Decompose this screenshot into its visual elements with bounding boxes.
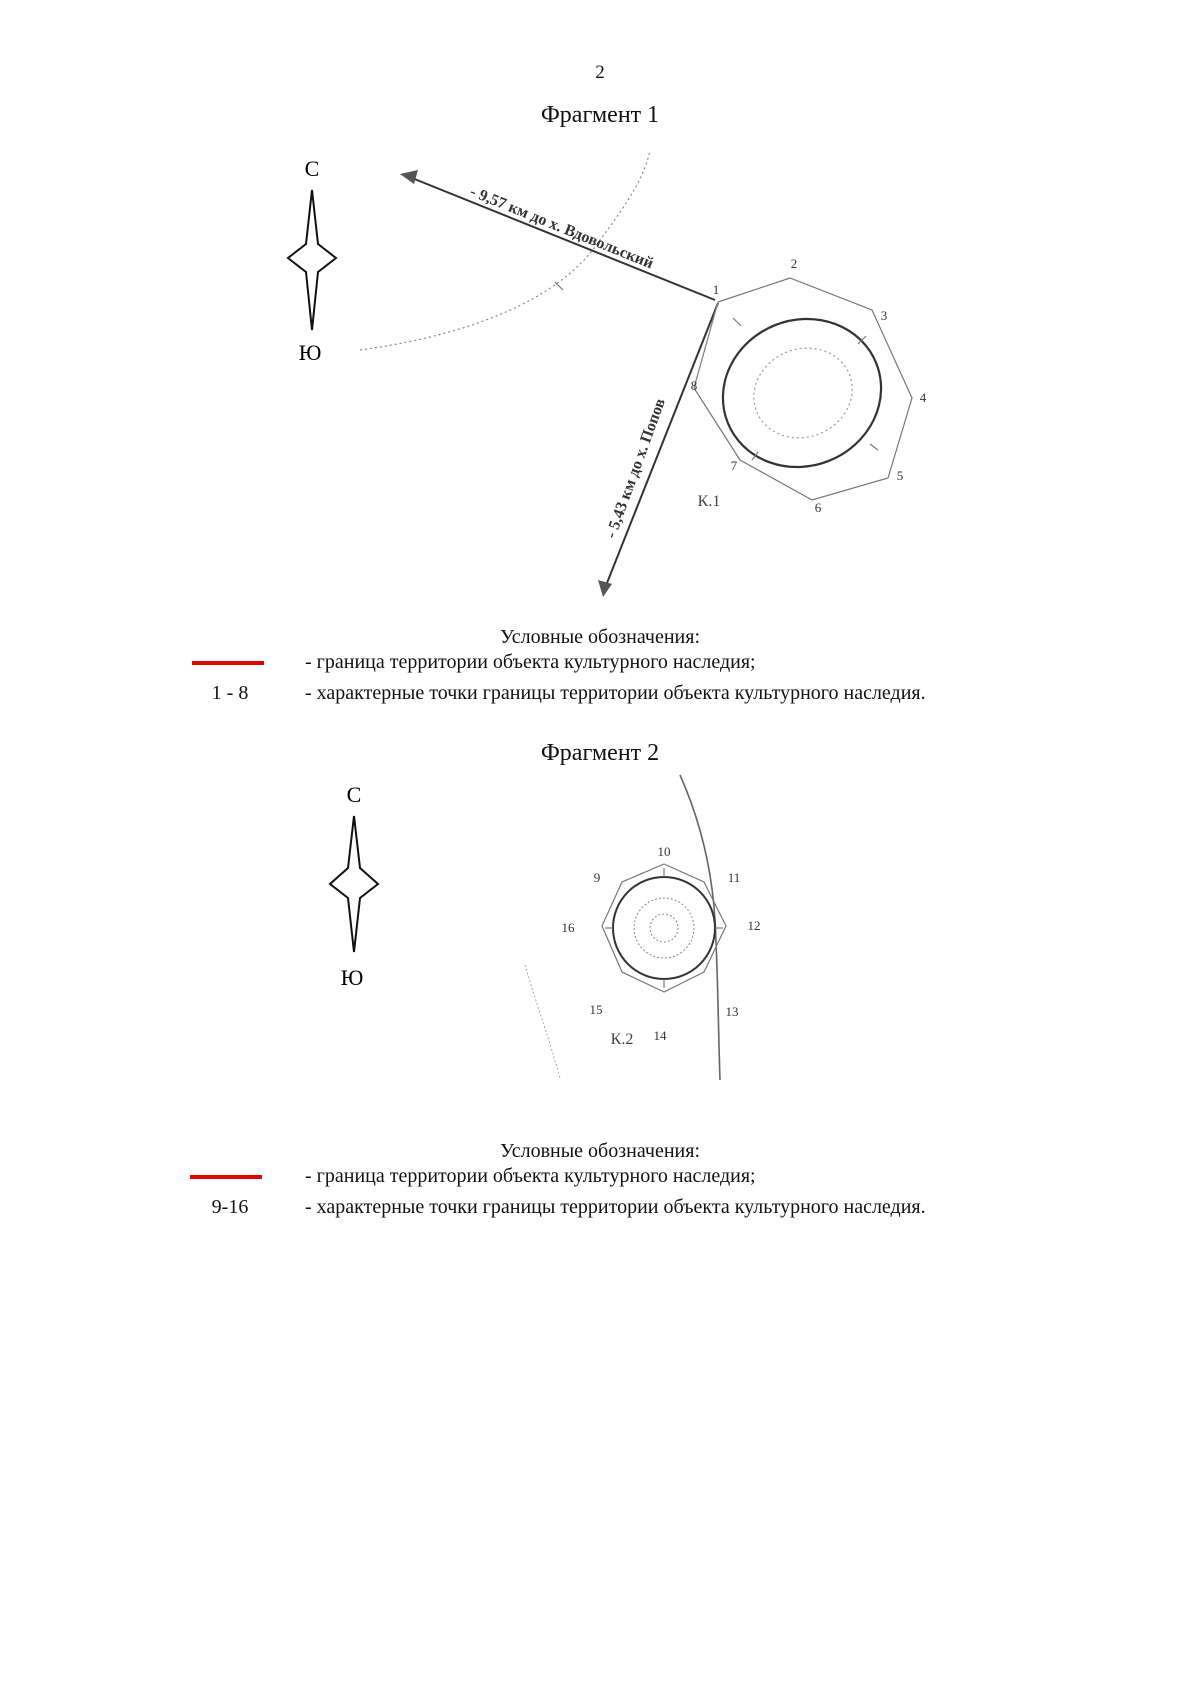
legend-2-title: Условные обозначения: xyxy=(499,1140,701,1162)
point-label-12: 12 xyxy=(747,918,761,933)
boundary-segment-1 xyxy=(694,302,718,388)
legend-1-points-code: 1 - 8 xyxy=(211,682,249,704)
page-number: 2 xyxy=(595,62,605,83)
compass-2-north: С xyxy=(346,782,362,807)
legend-2-line-text: - граница территории объекта культурного наследия; xyxy=(305,1165,756,1187)
point-label-8: 8 xyxy=(690,378,698,393)
point-label-1: 1 xyxy=(712,282,720,297)
distance-label-1: - 9,57 км до х. Вдовольский xyxy=(467,183,656,273)
object-label-1: К.1 xyxy=(697,493,721,510)
point-label-5: 5 xyxy=(896,468,904,483)
fragment-2-title: Фрагмент 2 xyxy=(540,740,660,766)
object-ellipse-1-inner xyxy=(740,333,866,452)
compass-rose-2 xyxy=(330,782,378,990)
object-circle-2-outer xyxy=(613,877,715,979)
object-circle-2-inner xyxy=(650,914,678,942)
legend-2-points-code: 9-16 xyxy=(211,1196,249,1218)
compass-2-south: Ю xyxy=(340,965,364,990)
distance-label-2: - 5,43 км до х. Попов xyxy=(602,396,669,541)
object-label-2: К.2 xyxy=(610,1031,634,1048)
point-label-13: 13 xyxy=(725,1004,739,1019)
fragment-2-map xyxy=(0,760,1200,1100)
object-circle-2-mid xyxy=(634,898,694,958)
point-label-7: 7 xyxy=(730,458,738,473)
point-label-11: 11 xyxy=(727,870,741,885)
distance-arrow-2 xyxy=(598,303,718,597)
legend-1-points-text: - характерные точки границы территории объекта культурного наследия. xyxy=(305,682,926,704)
legend-2-red-line xyxy=(190,1175,262,1179)
fragment-1-title: Фрагмент 1 xyxy=(540,102,660,128)
point-label-9: 9 xyxy=(593,870,601,885)
road-line-2b xyxy=(525,965,560,1078)
point-label-4: 4 xyxy=(919,390,927,405)
compass-rose-1 xyxy=(288,156,336,365)
point-label-2: 2 xyxy=(790,256,798,271)
legend-1-line-text: - граница территории объекта культурного наследия; xyxy=(305,651,756,673)
point-label-10: 10 xyxy=(657,844,671,859)
point-label-14: 14 xyxy=(653,1028,667,1043)
point-label-6: 6 xyxy=(814,500,822,515)
compass-1-north: С xyxy=(304,156,320,181)
legend-2-points-text: - характерные точки границы территории объекта культурного наследия. xyxy=(305,1196,926,1218)
boundary-octagon-2 xyxy=(602,864,726,992)
legend-1-red-line xyxy=(192,661,264,665)
point-label-3: 3 xyxy=(880,308,888,323)
legend-1-title: Условные обозначения: xyxy=(499,626,701,648)
point-label-16: 16 xyxy=(561,920,575,935)
compass-1-south: Ю xyxy=(298,340,322,365)
distance-arrow-1 xyxy=(400,170,715,300)
fragment-1-map xyxy=(0,0,1200,620)
point-label-15: 15 xyxy=(589,1002,603,1017)
